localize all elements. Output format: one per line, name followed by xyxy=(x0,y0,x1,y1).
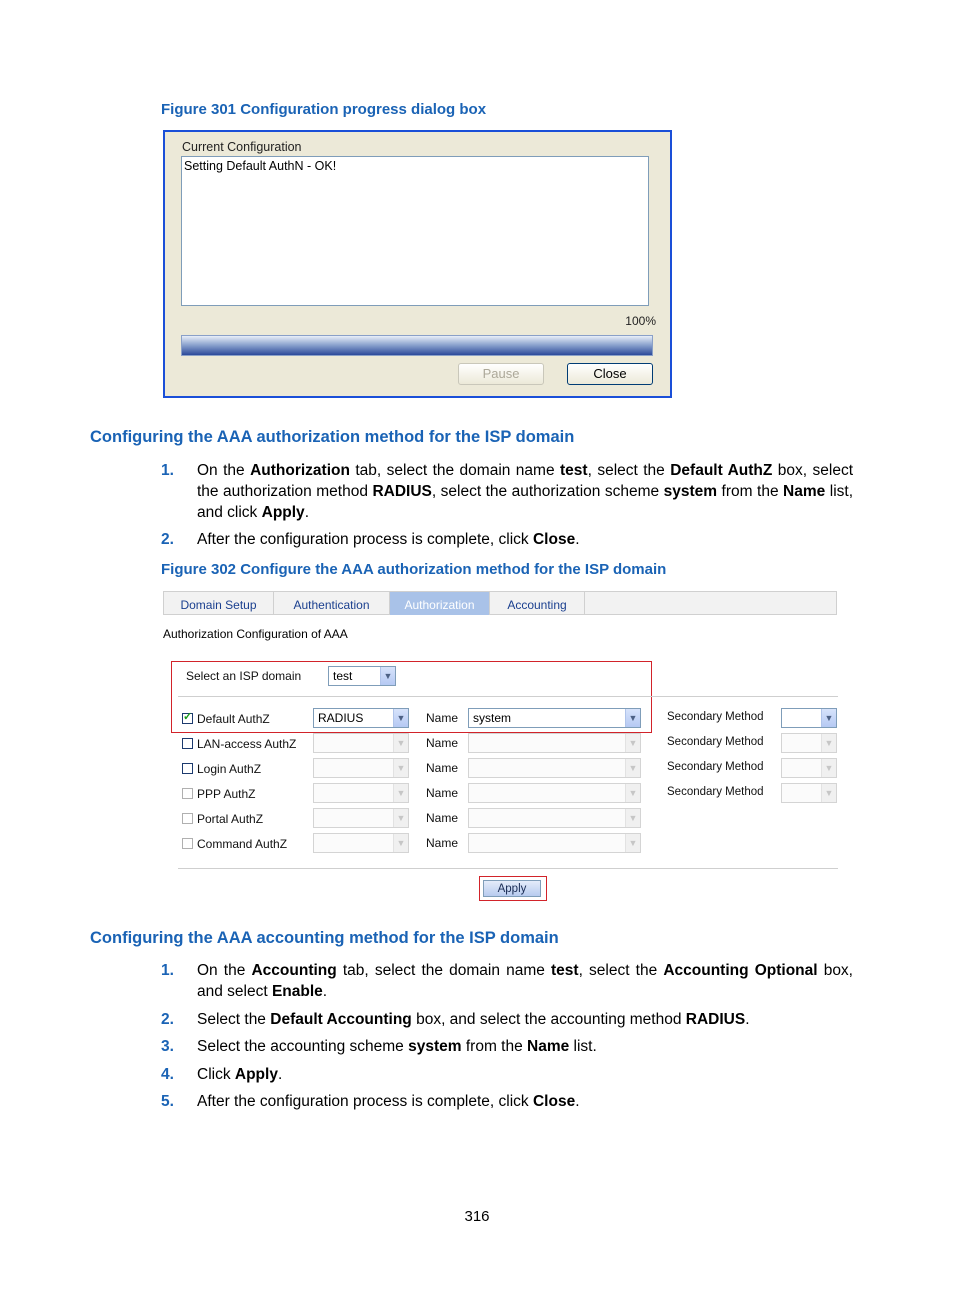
checkbox-5[interactable] xyxy=(182,838,193,849)
name-select[interactable] xyxy=(468,833,641,853)
chevron-down-icon: ▼ xyxy=(393,809,408,827)
chevron-down-icon: ▼ xyxy=(393,834,408,852)
name-label: Name xyxy=(426,711,459,725)
acct-step-2: 2. Select the Default Accounting box, and select the accounting method RADIUS. xyxy=(161,1011,750,1028)
chevron-down-icon: ▼ xyxy=(625,734,640,752)
chevron-down-icon: ▼ xyxy=(821,759,836,777)
chevron-down-icon: ▼ xyxy=(393,709,408,727)
row-label: Default AuthZ xyxy=(197,712,270,726)
row-label: Login AuthZ xyxy=(197,762,262,776)
pause-button[interactable]: Pause xyxy=(458,363,544,385)
name-select[interactable] xyxy=(468,708,641,728)
name-label: Name xyxy=(426,811,459,825)
name-select[interactable] xyxy=(468,783,641,803)
name-value: system xyxy=(473,711,512,725)
row-label: Portal AuthZ xyxy=(197,812,264,826)
tab-domain-setup[interactable]: Domain Setup xyxy=(164,592,274,615)
method-select[interactable] xyxy=(313,783,409,803)
divider xyxy=(178,868,838,869)
chevron-down-icon: ▼ xyxy=(625,759,640,777)
name-select[interactable] xyxy=(468,808,641,828)
checkbox-3[interactable] xyxy=(182,788,193,799)
current-configuration-label: Current Configuration xyxy=(182,140,302,154)
progress-percent: 100% xyxy=(625,314,656,328)
configuration-progress-dialog xyxy=(163,130,672,398)
chevron-down-icon: ▼ xyxy=(625,709,640,727)
name-label: Name xyxy=(426,786,459,800)
secondary-method-select[interactable] xyxy=(781,758,837,778)
auth-step-2: 2. After the configuration process is complete, click Close. xyxy=(161,531,580,548)
name-select[interactable] xyxy=(468,758,641,778)
secondary-method-label: Secondary Method xyxy=(667,736,764,748)
acct-step-3: 3. Select the accounting scheme system from the Name list. xyxy=(161,1038,597,1055)
method-select[interactable] xyxy=(313,708,409,728)
isp-domain-label: Select an ISP domain xyxy=(186,669,302,683)
form-title: Authorization Configuration of AAA xyxy=(163,627,348,641)
method-select[interactable] xyxy=(313,733,409,753)
figure-302-caption: Figure 302 Configure the AAA authorization method for the ISP domain xyxy=(161,561,667,578)
name-select[interactable] xyxy=(468,733,641,753)
checkbox-2[interactable] xyxy=(182,763,193,774)
row-label: Command AuthZ xyxy=(197,837,288,851)
secondary-method-label: Secondary Method xyxy=(667,761,764,773)
method-value: RADIUS xyxy=(318,711,364,725)
chevron-down-icon: ▼ xyxy=(393,734,408,752)
isp-domain-value: test xyxy=(333,669,353,683)
chevron-down-icon: ▼ xyxy=(625,784,640,802)
secondary-method-label: Secondary Method xyxy=(667,711,764,723)
section-heading-accounting: Configuring the AAA accounting method for the ISP domain xyxy=(90,929,559,947)
acct-step-4: 4. Click Apply. xyxy=(161,1066,283,1083)
method-select[interactable] xyxy=(313,808,409,828)
chevron-down-icon: ▼ xyxy=(393,784,408,802)
chevron-down-icon: ▼ xyxy=(821,734,836,752)
configuration-log-box[interactable] xyxy=(181,156,649,306)
name-label: Name xyxy=(426,736,459,750)
chevron-down-icon: ▼ xyxy=(625,809,640,827)
tab-authorization[interactable]: Authorization xyxy=(390,592,490,615)
checkbox-0[interactable] xyxy=(182,713,193,724)
progress-bar xyxy=(181,335,653,356)
tab-accounting[interactable]: Accounting xyxy=(490,592,585,615)
tab-authentication[interactable]: Authentication xyxy=(274,592,390,615)
chevron-down-icon: ▼ xyxy=(625,834,640,852)
name-label: Name xyxy=(426,761,459,775)
chevron-down-icon: ▼ xyxy=(380,667,395,685)
row-label: PPP AuthZ xyxy=(197,787,256,801)
acct-step-5: 5. After the configuration process is complete, click Close. xyxy=(161,1093,580,1110)
checkbox-1[interactable] xyxy=(182,738,193,749)
secondary-method-select[interactable] xyxy=(781,783,837,803)
method-select[interactable] xyxy=(313,833,409,853)
figure-301-caption: Figure 301 Configuration progress dialog box xyxy=(161,101,487,118)
secondary-method-select[interactable] xyxy=(781,708,837,728)
name-label: Name xyxy=(426,836,459,850)
acct-step-1: 1. On the Accounting tab, select the domain name test, select the Accounting Optional box, and select Enable. xyxy=(161,962,853,1000)
progress-fill xyxy=(182,336,652,355)
close-button[interactable]: Close xyxy=(567,363,653,385)
secondary-method-select[interactable] xyxy=(781,733,837,753)
checkbox-4[interactable] xyxy=(182,813,193,824)
section-heading-authorization: Configuring the AAA authorization method for the ISP domain xyxy=(90,428,575,446)
row-label: LAN-access AuthZ xyxy=(197,737,297,751)
chevron-down-icon: ▼ xyxy=(821,709,836,727)
aaa-tab-bar xyxy=(163,591,837,615)
divider xyxy=(178,696,838,697)
secondary-method-label: Secondary Method xyxy=(667,786,764,798)
page-number: 316 xyxy=(464,1208,490,1225)
chevron-down-icon: ▼ xyxy=(393,759,408,777)
apply-button[interactable]: Apply xyxy=(483,880,541,897)
auth-step-1: 1. On the Authorization tab, select the domain name test, select the Default AuthZ box, select the authorization method RADIUS, select the authorization scheme system from the Name list, and click Apply. xyxy=(161,462,854,521)
chevron-down-icon: ▼ xyxy=(821,784,836,802)
method-select[interactable] xyxy=(313,758,409,778)
isp-domain-select[interactable] xyxy=(328,666,396,686)
configuration-log-text: Setting Default AuthN - OK! xyxy=(184,159,337,173)
